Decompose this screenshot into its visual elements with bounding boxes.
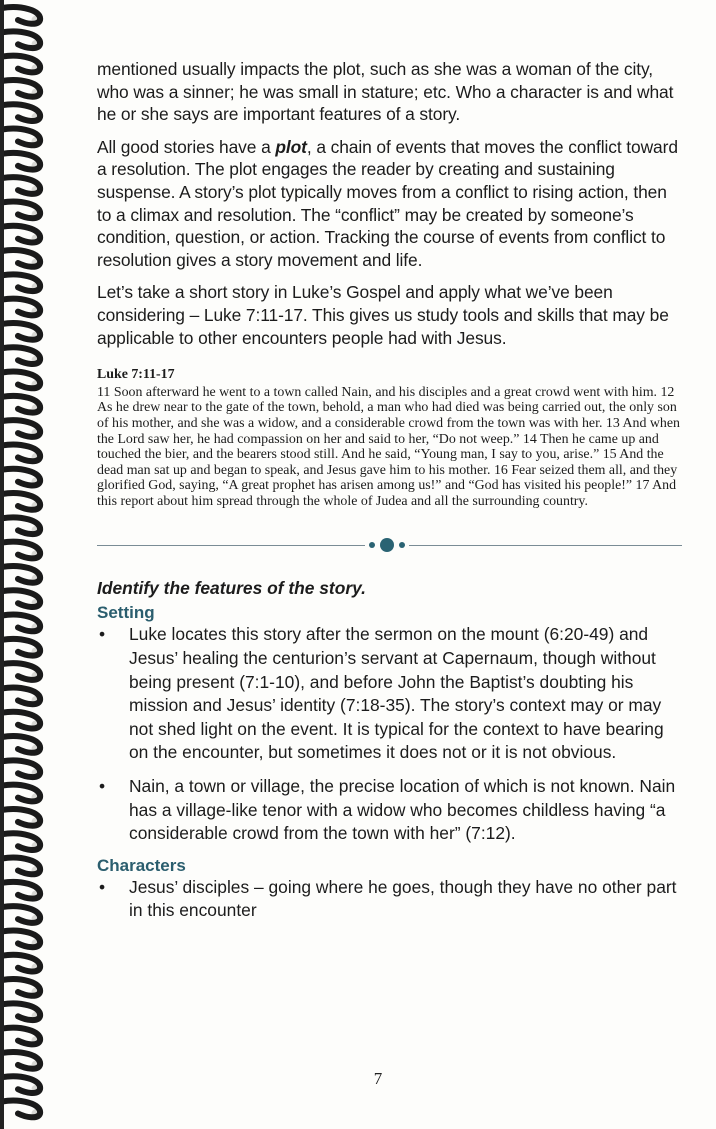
plot-text-end: , a chain of events that moves the conflict toward a resolution. The plot engages the reader by creating and sustaining suspense. A story’s plot typically moves from a conflict to rising action, then to a climax and resolution. The “conflict” may be created by someone’s condition, question, or action. Tracking the course of events from conflict to resolution gives a story movement and life. — [97, 136, 678, 270]
bullet-icon: • — [99, 876, 106, 897]
scripture-reference: Luke 7:11-17 — [97, 367, 175, 383]
plot-text-start: All good stories have a — [97, 136, 276, 157]
list-item-text: Nain, a town or village, the precise location of which is not known. Nain has a village-like tenor with a widow who becomes childless having “a considerable crowd from the town with her” (7:12). — [129, 776, 676, 844]
scripture-passage — [97, 367, 682, 509]
section-title: Identify the features of the story. — [97, 578, 366, 599]
plot-emphasis: plot — [275, 136, 307, 157]
scripture-text: 11 Soon afterward he went to a town called Nain, and his disciples and a great crowd went with him. 12 As he drew near to the gate of the town, behold, a man who had died was being carried out, the only son of his mother, and she was a widow, and a considerable crowd from the town was with her. 13 And when the Lord saw her, he had compassion on her and said to her, “Do not weep.” 14 Then he came up and touched the bier, and the bearers stood still. And he said, “Young man, I say to you, arise.” 15 And the dead man sat up and began to speak, and Jesus gave him to his mother. 16 Fear seized them all, and they glorified God, saying, “A great prophet has arisen among us!” and “God has visited his people!” 17 And this report about him spread through the whole of Judea and all the surrounding country. — [97, 384, 680, 509]
spiral-binding — [0, 0, 58, 1129]
characters-heading: Characters — [97, 855, 186, 875]
bullet-icon: • — [99, 776, 106, 797]
divider-dot-small-right — [399, 542, 405, 548]
list-item — [97, 623, 682, 765]
list-item — [97, 876, 682, 923]
page-content — [97, 58, 682, 933]
setting-heading: Setting — [97, 603, 155, 623]
setting-list — [97, 623, 682, 845]
paragraph-characters: mentioned usually impacts the plot, such as she was a woman of the city, who was a sinner; he was small in stature; etc. Who a character is and what he or she says are important features of a story. — [97, 59, 674, 125]
divider-dot-large — [380, 538, 394, 552]
page-number: 7 — [373, 1069, 383, 1088]
paragraph-intro-luke: Let’s take a short story in Luke’s Gospel and apply what we’ve been considering – Luke 7:11-17. This gives us study tools and skills that may be applicable to other encounters people had with Jesus. — [97, 282, 669, 348]
bullet-icon: • — [99, 624, 106, 645]
divider-dot-small-left — [369, 542, 375, 548]
ornamental-divider — [97, 535, 682, 555]
divider-line-left — [97, 545, 365, 546]
list-item — [97, 775, 682, 846]
paragraph-plot — [97, 136, 682, 272]
list-item-text: Luke locates this story after the sermon on the mount (6:20-49) and Jesus’ healing the centurion’s servant at Capernaum, though without being present (7:1-10), and before John the Baptist’s doubting his mission and Jesus’ identity (7:18-35). The story’s context may or may not shed light on the event. It is typical for the context to have bearing on the encounter, but sometimes it does not or it is not obvious. — [129, 624, 664, 763]
divider-line-right — [409, 545, 682, 546]
list-item-text: Jesus’ disciples – going where he goes, though they have no other part in this encounter — [129, 876, 677, 921]
characters-list — [97, 876, 682, 923]
